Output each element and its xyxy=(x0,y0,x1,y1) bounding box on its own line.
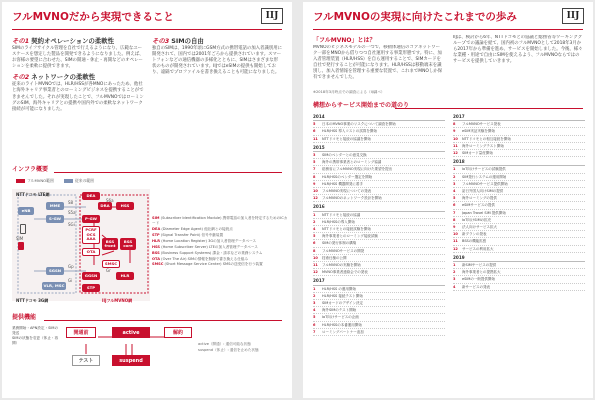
event-month: 10 xyxy=(313,255,318,260)
node-dea: DEA xyxy=(82,192,100,200)
service-heading: 提供機能 xyxy=(12,314,37,321)
state-test: テスト xyxy=(72,355,100,366)
timeline-event xyxy=(453,150,585,157)
event-month: 11 xyxy=(313,263,318,268)
event-text: HLR/HSS 接続テスト開始 xyxy=(322,293,363,298)
event-text: NTTドコモとの相互接続を開始 xyxy=(462,136,511,141)
timeline-left-column xyxy=(313,112,445,396)
event-month: 3 xyxy=(313,153,316,158)
event-text: 新プランの発表 xyxy=(462,232,487,237)
node-stp: STP xyxy=(82,284,100,292)
timeline-event xyxy=(313,262,445,269)
state-note: suspend（休止）: 通信を止めた状態 xyxy=(198,348,259,352)
event-text: ローミングパートナー追加 xyxy=(322,329,364,334)
event-month: 10 xyxy=(313,189,318,194)
event-text: IoT向けサービスの試験提供 xyxy=(462,167,506,172)
event-text: 総務省にフルMVNO実現に向けた要望を提出 xyxy=(322,167,393,172)
event-text: 訪日外国人向けSIMの提供 xyxy=(462,189,504,194)
event-month: 8 xyxy=(453,217,456,222)
link-label: Gp xyxy=(68,264,74,269)
node-ota: OTA xyxy=(82,248,100,256)
event-text: 海外事業者との提携拡大 xyxy=(462,270,501,275)
event-text: 海外の携帯事業者とのローミング協議 xyxy=(322,160,382,165)
timeline-heading: 構想からサービス開始までの道のり xyxy=(313,102,410,109)
event-month: 3 xyxy=(453,181,456,186)
timeline-event xyxy=(453,246,585,253)
timeline-event xyxy=(453,276,585,283)
title-rule xyxy=(12,29,282,30)
link-label: S6a xyxy=(106,198,114,203)
timeline-event xyxy=(453,210,585,217)
timeline-event xyxy=(313,166,445,173)
event-month: 7 xyxy=(313,167,316,172)
event-month: 12 xyxy=(313,270,318,275)
timeline-event xyxy=(313,248,445,255)
node-pgw: P-GW xyxy=(82,215,100,223)
infra-rule xyxy=(54,172,282,173)
event-text: サービスの利用拡大 xyxy=(462,246,494,251)
timeline-event xyxy=(453,202,585,209)
event-month: 6 xyxy=(313,129,316,134)
event-text: 海外ローミングテスト開始 xyxy=(462,143,504,148)
event-month: 2 xyxy=(453,270,456,275)
service-bullets xyxy=(12,326,60,366)
event-text: eSIM実証実験を開始 xyxy=(462,129,495,134)
timeline-event xyxy=(313,136,445,143)
event-month: 5 xyxy=(313,234,316,239)
legend-swatch xyxy=(64,179,73,183)
state-note: active（開通）: 通信可能な状態 xyxy=(198,342,251,346)
event-month: 7 xyxy=(453,210,456,215)
state-terminated: 解約 xyxy=(164,327,192,338)
event-text: eSIMサービスの提供 xyxy=(462,203,495,208)
node-sgw: S-GW xyxy=(46,215,64,223)
event-month: 1 xyxy=(453,167,456,172)
event-text: 法人向けサービス拡大 xyxy=(462,225,497,230)
event-text: 技術仕様の公開 xyxy=(322,255,347,260)
timeline-event xyxy=(453,188,585,195)
node-ggsn: GGSN xyxy=(82,272,100,280)
definitions-list xyxy=(152,216,288,268)
definition-body-right: IIJは、検討から6年、NTTドコモとの協議と総務省等ワーキンググループでの議論を経て、国内初のフルMVNOとして2018年3月から2017年から準備を進め、サービスを開始しました。今後、様々な業種・用途で自由にSIMを使えるよう、フルMVNOならではのサービスを提供していきます。 xyxy=(453,35,583,65)
timeline-event xyxy=(453,269,585,276)
timeline-event xyxy=(313,255,445,262)
left-column xyxy=(12,34,144,162)
node-vlr-msc: VLR, MSC xyxy=(42,282,66,290)
service-bullet: 業務開始・APN設定・SIMの発送 xyxy=(12,326,59,335)
section-body: 従来のライトMVNOでは、HLR/HSSが各MNOにあったため、他社と海外キャリア事業者とのローミングビジネスを提携することができませんでした。それが実現したことで、フルMVNOではローミングのSIM、海外キャリアとの提携や国内外での柔軟なネットワーク接続が可能になりました。 xyxy=(12,82,144,112)
timeline-event xyxy=(313,181,445,188)
legend-legacy: 従来の範囲 xyxy=(64,178,94,184)
state-suspend: suspend xyxy=(112,355,150,366)
event-month: 10 xyxy=(453,136,458,141)
timeline-event xyxy=(313,152,445,159)
event-text: 海外SIMのテスト開始 xyxy=(322,308,357,313)
definition: BSS (Business Support Systems) 課金・請求などの業務システム xyxy=(152,250,263,255)
event-month: 2 xyxy=(313,219,316,224)
legend-swatch xyxy=(16,179,25,183)
timeline-event xyxy=(313,219,445,226)
link-label: SGi xyxy=(68,222,75,227)
event-text: 新サービスの発表 xyxy=(462,284,490,289)
timeline-event xyxy=(313,188,445,195)
timeline-year: 2014 xyxy=(313,114,445,121)
event-month: 2 xyxy=(313,293,316,298)
event-month: 12 xyxy=(453,151,458,156)
event-text: NTTドコモと接続の協議 xyxy=(322,212,361,217)
event-month: 3 xyxy=(313,301,316,306)
timeline-event xyxy=(313,195,445,202)
event-text: SIMカード量産開始 xyxy=(462,151,493,156)
page-title: フルMVNOだから実現できること xyxy=(12,11,174,23)
service-bullet: SIMの状態を変更（休止・再開） xyxy=(12,336,58,345)
event-month: 11 xyxy=(453,143,458,148)
event-text: フルMVNOサービス発表 xyxy=(462,122,501,127)
event-month: 5 xyxy=(313,160,316,165)
timeline-event xyxy=(313,286,445,293)
timeline-event xyxy=(313,212,445,219)
event-month: 11 xyxy=(453,239,458,244)
event-month: 9 xyxy=(313,181,316,186)
event-text: HLR/HSS の運用開始 xyxy=(322,286,356,291)
event-month: 1 xyxy=(313,286,316,291)
event-text: IoT向けSIMの拡充 xyxy=(462,217,492,222)
timeline-year: 2019 xyxy=(453,255,585,262)
section-heading: その1 契約オペレーションの柔軟性 xyxy=(12,37,115,45)
node-dra: DRA xyxy=(98,202,112,210)
sim-card-icon xyxy=(18,242,24,250)
event-month: 5 xyxy=(313,315,316,320)
event-month: 7 xyxy=(313,329,316,334)
event-month: 12 xyxy=(313,196,318,201)
definition: STP (Signal Transfer Point) 信号中継装置 xyxy=(152,232,224,237)
event-text: SIM発行システムの運用開始 xyxy=(462,174,507,179)
event-text: IoT向けサービスの企画 xyxy=(322,315,359,320)
event-month: 8 xyxy=(313,174,316,179)
timeline-event xyxy=(453,143,585,150)
event-month: 1 xyxy=(453,263,456,268)
timeline-year: 2016 xyxy=(313,204,445,211)
timeline-event xyxy=(313,240,445,247)
event-month: 9 xyxy=(453,225,456,230)
section-body: 独自のSIMは、1990年頃にGSM方式の携帯電話の加入者識別用に開発されて、国内では2001年ごろから提供されています。スマートフォンなどの通信機器の多様化とともに、SIMはさまざまな形状のものが開発されています。IIJではeSIMの提供も開始しており、遠隔でプロファイルを書き換えることも可能になりました。 xyxy=(152,46,282,76)
timeline-event xyxy=(453,128,585,135)
title-rule xyxy=(313,29,583,30)
timeline-event xyxy=(313,322,445,329)
event-text: 新SIMサービスの提供 xyxy=(462,263,497,268)
event-text: フルMVNOサービスの開発 xyxy=(322,248,365,253)
event-month: 9 xyxy=(453,129,456,134)
page-title: フルMVNOの実現に向けたこれまでの歩み xyxy=(313,11,517,23)
iij-logo: IIJ xyxy=(261,8,283,24)
event-text: HLR/HSSの導入開始 xyxy=(322,219,355,224)
event-month: 12 xyxy=(453,246,458,251)
event-text: SIMの発行体制の構築 xyxy=(322,241,357,246)
timeline-event xyxy=(453,231,585,238)
event-text: フルMVNO実現についての発表 xyxy=(322,189,372,194)
iij-network-label: IIJフルMVNO網 xyxy=(102,298,133,303)
state-active: active xyxy=(112,327,150,338)
timeline-event xyxy=(313,329,445,336)
event-text: フルMVNOのネットワーク設計を開始 xyxy=(322,196,382,201)
event-month: 8 xyxy=(313,248,316,253)
node-mme: MME xyxy=(46,202,64,210)
definition: SIM (Subscriber Identification Module) 携帯電話の加入者を特定するためのICカード xyxy=(152,216,288,225)
event-text: 海外事業者とのローミング接続試験 xyxy=(322,234,378,239)
timeline-event xyxy=(453,217,585,224)
timeline-event xyxy=(453,121,585,128)
footnote: ※2018年3月時点での調査による（IIJ調べ） xyxy=(313,90,385,94)
timeline-event xyxy=(313,159,445,166)
event-text: フルMVNOの実験を開始 xyxy=(322,263,361,268)
timeline-event xyxy=(313,293,445,300)
left-page xyxy=(2,2,292,398)
event-month: 2 xyxy=(453,174,456,179)
section-body: SIMのライフサイクル管理を自社で行えるようになり、広範なユースケースを想定した製品を開発できるようになりました。例えば、お客様の要望に合わせた、SIMの開通・休止・再開などのオペレーションを柔軟に提供できます。 xyxy=(12,46,144,70)
definition: HSS (Home Subscriber Server) LTEの加入者管理データベース xyxy=(152,244,258,249)
phone-icon xyxy=(20,224,26,234)
event-text: HLR/HSS 機器開発に着手 xyxy=(322,181,363,186)
link-label: S8 xyxy=(68,200,74,205)
timeline-year: 2017 xyxy=(313,278,445,285)
carrier-3g-label: NTTドコモ 3G網 xyxy=(16,298,49,303)
timeline-event xyxy=(453,136,585,143)
event-text: 海外ローミングの提供 xyxy=(462,196,497,201)
link-label: Gi xyxy=(68,278,73,283)
event-text: フルMVNOサービス提供開始 xyxy=(462,181,508,186)
timeline-event xyxy=(453,174,585,181)
timeline-year: 2015 xyxy=(313,145,445,152)
node-pcrf: PCRF OCS AAA xyxy=(82,226,100,244)
event-text: HLR/HSSのベンダー選定を開始 xyxy=(322,174,373,179)
carrier-lte-label: NTTドコモ LTE網 xyxy=(16,192,50,197)
event-month: 11 xyxy=(313,136,318,141)
node-bss-core: BSS core xyxy=(120,238,136,250)
timeline-event xyxy=(313,226,445,233)
event-text: BSSの機能拡張 xyxy=(462,239,487,244)
node-sgsn: SGSN xyxy=(46,267,64,275)
node-eNB: eNB xyxy=(18,207,34,215)
timeline-event xyxy=(453,195,585,202)
legend-full-mvno: フルMVNO範囲 xyxy=(16,178,54,184)
timeline-rule xyxy=(395,108,583,109)
timeline-event xyxy=(313,307,445,314)
timeline-event xyxy=(453,238,585,245)
event-month: 6 xyxy=(313,322,316,327)
event-text: SIMのベンダーとの意見交換 xyxy=(322,153,367,158)
section-heading: その3 SIMの自由 xyxy=(152,37,204,45)
timeline-event xyxy=(313,121,445,128)
service-rule xyxy=(44,320,282,321)
event-text: NTTドコモと接続の協議を開始 xyxy=(322,136,371,141)
node-hlr: HLR xyxy=(116,272,134,280)
timeline-event xyxy=(313,300,445,307)
event-month: 8 xyxy=(453,122,456,127)
timeline-event xyxy=(453,166,585,173)
event-text: Japan Travel SIM 提供開始 xyxy=(462,210,506,215)
event-month: 6 xyxy=(313,241,316,246)
timeline-event xyxy=(313,233,445,240)
right-column xyxy=(152,34,282,162)
event-text: SIMカードのデザイン決定 xyxy=(322,301,364,306)
event-text: HLR/HSS 導入コストの試算を開始 xyxy=(322,129,377,134)
event-month: 4 xyxy=(453,189,456,194)
iij-logo: IIJ xyxy=(562,8,584,24)
node-hss: HSS xyxy=(116,202,134,210)
event-text: HLR/HSSの本番運用開始 xyxy=(322,322,362,327)
event-month: 4 xyxy=(313,227,316,232)
event-month: 5 xyxy=(453,196,456,201)
event-month: 1 xyxy=(313,212,316,217)
event-month: 4 xyxy=(453,284,456,289)
infra-heading: インフラ概要 xyxy=(12,166,49,173)
event-month: 3 xyxy=(453,277,456,282)
event-month: 4 xyxy=(313,308,316,313)
event-month: 5 xyxy=(313,122,316,127)
definition-heading: 「フルMVNO」とは？ xyxy=(313,37,376,44)
event-text: eSIMの一般提供開始 xyxy=(462,277,495,282)
timeline-year: 2017 xyxy=(453,114,585,121)
timeline-event xyxy=(313,314,445,321)
timeline-event xyxy=(313,128,445,135)
timeline-event xyxy=(453,284,585,291)
event-text: MVNO事業者連絡会での発表 xyxy=(322,270,368,275)
timeline-event xyxy=(453,181,585,188)
timeline-event xyxy=(313,269,445,276)
timeline-event xyxy=(453,224,585,231)
right-page xyxy=(303,2,593,398)
state-pre-activation: 開通前 xyxy=(66,327,96,338)
timeline-right-column xyxy=(453,112,585,396)
timeline-event xyxy=(453,262,585,269)
event-text: 日本のMVNO事業のリスクについて調査を開始 xyxy=(322,122,396,127)
event-month: 6 xyxy=(453,203,456,208)
link-label: Gr xyxy=(106,268,111,273)
definition: DEA (Diameter Edge Agent) 他社網との接続点 xyxy=(152,226,233,231)
event-month: 10 xyxy=(453,232,458,237)
link-label: SIM xyxy=(16,236,24,241)
link-label: S5a xyxy=(68,210,76,215)
definition-body-left: MVNOのビジネスモデルの一つで、移動体通信のコアネットワーク一部をMNOから借りつつ自社運用する事業形態です。特に、加入者管理装置（HLR/HSS）を自ら運用することで、SIMカードを自社で発行することが可能になります。HLR/HSSは移動端末を識別し、加入者情報を管理する重要な装置で、これまでMNOしか保有できませんでした。 xyxy=(313,45,442,81)
event-text: NTTドコモとの接続試験を開始 xyxy=(322,227,371,232)
section-heading: その2 ネットワークの柔軟性 xyxy=(12,73,96,82)
timeline-event xyxy=(313,174,445,181)
definition: SMSC (Short Message Service Center) SMSの送受信を行う装置 xyxy=(152,262,263,267)
node-smsc: SMSC xyxy=(102,260,120,268)
timeline-year: 2018 xyxy=(453,159,585,166)
node-bss-front: BSS front xyxy=(102,238,118,250)
definition: OTA (Over The Air) SIMの情報を無線で書き換える仕組み xyxy=(152,256,249,261)
definition: HLR (Home Location Register) 3Gの加入者管理データベース xyxy=(152,238,257,243)
